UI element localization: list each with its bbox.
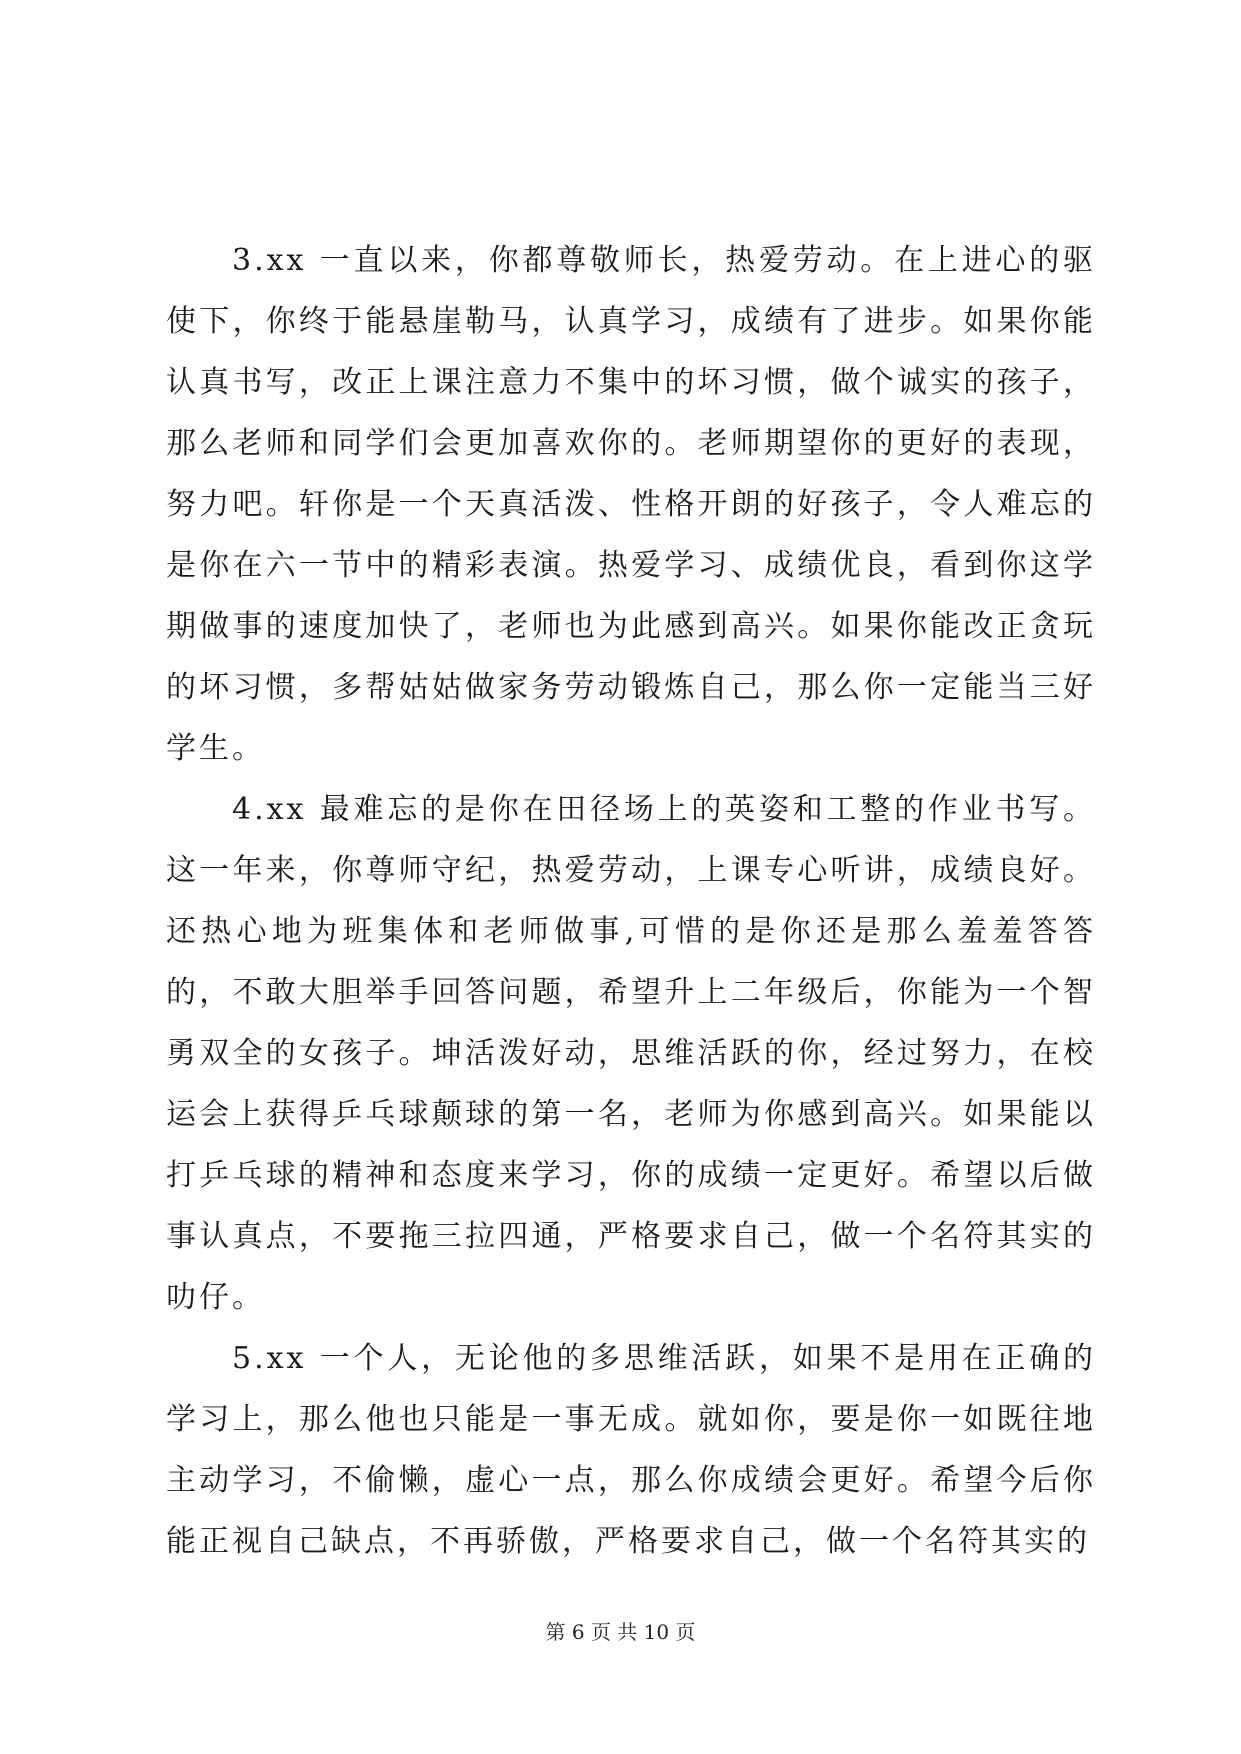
page-number-footer: 第 6 页 共 10 页 (545, 1620, 696, 1644)
paragraph-comment-3: 3.xx 一直以来，你都尊敬师长，热爱劳动。在上进心的驱使下，你终于能悬崖勒马，认真学习，成绩有了进步。如果你能认真书写，改正上课注意力不集中的坏习惯，做个诚实的孩子，那么老师和同学们会更加喜欢你的。老师期望你的更好的表现，努力吧。轩你是一个天真活泼、性格开朗的好孩子，令人难忘的是你在六一节中的精彩表演。热爱学习、成绩优良，看到你这学期做事的速度加快了，老师也为此感到高兴。如果你能改正贪玩的坏习惯，多帮姑姑做家务劳动锻炼自己，那么你一定能当三好学生。 (166, 243, 1096, 766)
paragraph-comment-4: 4.xx 最难忘的是你在田径场上的英姿和工整的作业书写。这一年来，你尊师守纪，热爱劳动，上课专心听讲，成绩良好。还热心地为班集体和老师做事,可惜的是你还是那么羞羞答答的，不敢大胆举手回答问题，希望升上二年级后，你能为一个智勇双全的女孩子。坤活泼好动，思维活跃的你，经过努力，在校运会上获得乒乓球颠球的第一名，老师为你感到高兴。如果能以打乒乓球的精神和态度来学习，你的成绩一定更好。希望以后做事认真点，不要拖三拉四通，严格要求自己，做一个名符其实的叻仔。 (166, 792, 1096, 1315)
document-body (166, 230, 1096, 1572)
paragraph-comment-5: 5.xx 一个人，无论他的多思维活跃，如果不是用在正确的学习上，那么他也只能是一事无成。就如你，要是你一如既往地主动学习，不偷懒，虚心一点，那么你成绩会更好。希望今后你能正视自己缺点，不再骄傲，严格要求自己，做一个名符其实的 (166, 1341, 1096, 1559)
